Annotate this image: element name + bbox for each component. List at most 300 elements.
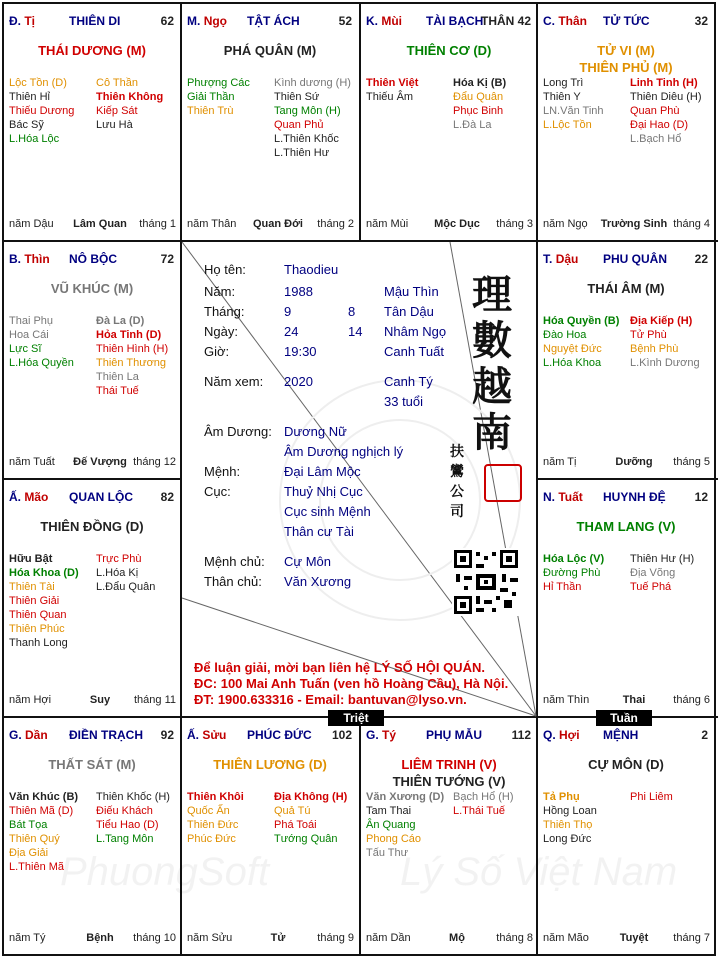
minor-star: Bác Sỹ	[9, 119, 44, 131]
palace-footer	[366, 932, 533, 946]
than-cu: Thân cư Tài	[284, 524, 354, 539]
can-chi	[9, 490, 48, 504]
chi-label: Tị	[24, 14, 36, 28]
minor-stars-left	[9, 314, 74, 370]
can-label: K.	[366, 14, 378, 28]
minor-star: Thiên Khốc (H)	[96, 791, 170, 803]
cuc-note: Cục sinh Mệnh	[284, 504, 371, 519]
minor-star: Thiên Thương	[96, 357, 167, 369]
main-star: THIÊN ĐỒNG (D)	[40, 519, 144, 534]
palace-header	[9, 490, 176, 506]
palace-name: PHỤ MẪU	[426, 728, 482, 742]
minor-star: Thiên Quý	[9, 833, 60, 845]
nam-xem-value: 2020	[284, 374, 313, 389]
palace-mui[interactable]	[361, 4, 537, 240]
chi-label: Ngọ	[203, 14, 228, 28]
minor-stars-left	[9, 552, 79, 650]
palace-name: HUYNH ĐỆ	[603, 490, 666, 504]
main-stars	[182, 42, 358, 59]
main-stars	[4, 280, 180, 297]
palace-year: năm Ngọ	[543, 218, 588, 230]
minor-star: Thiên Không	[96, 91, 164, 103]
minor-stars-right	[96, 76, 163, 132]
minor-stars-right	[630, 790, 673, 804]
minor-stars-right	[96, 552, 155, 594]
minor-star: Thiên Hư (H)	[630, 553, 695, 565]
main-star: THÁI DƯƠNG (M)	[38, 43, 146, 58]
main-star: THIÊN CƠ (D)	[406, 43, 492, 58]
palace-name: TỬ TỨC	[603, 14, 650, 28]
minor-star: Phong Cáo	[366, 833, 422, 845]
can-label: Đ.	[9, 14, 21, 28]
palace-footer	[9, 694, 176, 708]
can-label: N.	[543, 490, 555, 504]
minor-star: Thiên Hình (H)	[96, 343, 169, 355]
main-stars	[4, 518, 180, 535]
minor-star: Kình dương (H)	[274, 77, 351, 89]
am-duong-value: Dương Nữ	[284, 424, 347, 439]
palace-dau[interactable]	[538, 242, 714, 478]
main-star: THẤT SÁT (M)	[48, 757, 136, 772]
palace-footer	[543, 218, 710, 232]
minor-star: Quả Tú	[274, 805, 311, 817]
menh-value: Đại Lâm Mộc	[284, 464, 361, 479]
palace-month: tháng 5	[673, 456, 710, 468]
palace-thin[interactable]	[4, 242, 180, 478]
palace-name: PHU QUÂN	[603, 252, 668, 266]
main-star: CỰ MÔN (D)	[588, 757, 664, 772]
minor-star: L.Thái Tuế	[453, 805, 505, 817]
palace-header	[543, 490, 710, 506]
minor-star: Cô Thần	[96, 77, 138, 89]
minor-star: Hoa Cái	[9, 329, 49, 341]
minor-star: Hỏa Tinh (D)	[96, 329, 162, 341]
palace-month: tháng 3	[496, 218, 533, 230]
palace-phase: Đế Vượng	[73, 456, 127, 468]
minor-star: Lưu Hà	[96, 119, 133, 131]
minor-stars-left	[366, 76, 418, 104]
chi-label: Mão	[24, 490, 49, 504]
palace-phase: Lâm Quan	[73, 218, 127, 230]
minor-star: Quan Phủ	[274, 119, 324, 131]
am-duong-note: Âm Dương nghịch lý	[284, 444, 404, 459]
main-stars	[4, 756, 180, 773]
minor-star: Bệnh Phù	[630, 343, 679, 355]
palace-number: 72	[160, 252, 174, 266]
main-stars	[538, 280, 714, 297]
can-chi	[543, 14, 587, 28]
minor-star: L.Kình Dương	[630, 357, 700, 369]
minor-stars-left	[366, 790, 444, 860]
calligraphy-title: 理 數 越 南	[472, 271, 512, 456]
palace-month: tháng 2	[317, 218, 354, 230]
palace-header	[187, 14, 354, 30]
minor-star: Thiên Giải	[9, 595, 60, 607]
gio-can-chi: Canh Tuất	[384, 344, 444, 359]
minor-star: Giải Thần	[187, 91, 235, 103]
palace-footer	[187, 218, 354, 232]
palace-month: tháng 4	[673, 218, 710, 230]
center-info-panel	[182, 242, 536, 716]
main-star: LIÊM TRINH (V)	[401, 757, 497, 772]
palace-ty[interactable]	[361, 718, 537, 954]
main-stars	[4, 42, 180, 59]
palace-month: tháng 11	[133, 694, 176, 706]
minor-star: Địa Kiếp (H)	[630, 315, 693, 327]
minor-star: Thiên Diêu (H)	[630, 91, 702, 103]
minor-star: L.Đà La	[453, 119, 492, 131]
minor-star: Thiên Đức	[187, 819, 239, 831]
can-chi	[543, 252, 578, 266]
main-star: THIÊN LƯƠNG (D)	[213, 757, 327, 772]
watermark-left: PhuongSoft	[60, 850, 270, 894]
minor-star: Phi Liêm	[630, 791, 673, 803]
minor-star: L.Tang Môn	[96, 833, 154, 845]
minor-star: Lực Sĩ	[9, 343, 42, 355]
palace-header	[9, 14, 176, 30]
palace-header	[9, 252, 176, 268]
can-chi	[366, 728, 396, 742]
minor-stars-left	[543, 76, 604, 132]
ho-ten-value: Thaodieu	[284, 262, 339, 277]
palace-year: năm Mão	[543, 932, 589, 944]
label-thang: Tháng:	[204, 304, 245, 319]
palace-year: năm Dậu	[9, 218, 54, 230]
main-star: THÁI ÂM (M)	[587, 281, 665, 296]
cuc-value: Thuỷ Nhị Cục	[284, 484, 363, 499]
palace-number: 22	[694, 252, 708, 266]
chi-label: Thân	[558, 14, 588, 28]
label-cuc: Cục:	[204, 484, 231, 499]
minor-star: Long Đức	[543, 833, 592, 845]
palace-month: tháng 1	[139, 218, 176, 230]
minor-star: Thiên Tài	[9, 581, 55, 593]
palace-header	[366, 14, 533, 30]
palace-header	[366, 728, 533, 744]
label-nam: Năm:	[204, 284, 236, 299]
palace-name: NÔ BỘC	[69, 252, 117, 266]
minor-star: Tử Phù	[630, 329, 667, 341]
red-seal-stamp	[484, 464, 522, 502]
minor-star: Ân Quang	[366, 819, 416, 831]
palace-number: 82	[160, 490, 174, 504]
palace-month: tháng 12	[133, 456, 176, 468]
tuan-tag: Tuần	[596, 710, 652, 726]
minor-stars-left	[187, 76, 250, 118]
minor-star: Tướng Quân	[274, 833, 338, 845]
chi-label: Mùi	[381, 14, 403, 28]
minor-stars-left	[9, 790, 78, 874]
can-chi	[9, 252, 50, 266]
palace-number: 62	[160, 14, 174, 28]
palace-footer	[543, 694, 710, 708]
chi-label: Thìn	[24, 252, 50, 266]
can-chi	[9, 14, 35, 28]
palace-month: tháng 9	[317, 932, 354, 944]
minor-star: Hóa Khoa (D)	[9, 567, 79, 579]
palace-header	[187, 728, 354, 744]
main-stars	[182, 756, 358, 773]
can-chi	[187, 14, 227, 28]
chi-label: Tuất	[558, 490, 583, 504]
palace-ngo[interactable]	[182, 4, 358, 240]
minor-star: Thiên La	[96, 371, 139, 383]
minor-star: Đại Hao (D)	[630, 119, 689, 131]
palace-name: MỆNH	[603, 728, 639, 742]
minor-star: L.Thiên Khốc	[274, 133, 339, 145]
minor-star: Thiên Phúc	[9, 623, 65, 635]
palace-name: TÀI BẠCH	[426, 14, 484, 28]
palace-month: tháng 6	[673, 694, 710, 706]
palace-phase: Trường Sinh	[600, 218, 668, 230]
thang-am: 8	[348, 304, 356, 319]
ngay-can-chi: Nhâm Ngọ	[384, 324, 447, 339]
palace-name: ĐIỀN TRẠCH	[69, 728, 143, 742]
palace-number: 112	[511, 728, 531, 742]
palace-phase: Dưỡng	[615, 456, 653, 468]
minor-star: Quan Phù	[630, 105, 680, 117]
minor-stars-right	[96, 314, 168, 398]
main-star: PHÁ QUÂN (M)	[223, 43, 317, 58]
chi-label: Dậu	[555, 252, 579, 266]
minor-star: Đường Phù	[543, 567, 601, 579]
palace-footer	[9, 218, 176, 232]
label-ho-ten: Họ tên:	[204, 262, 246, 277]
minor-star: Phục Binh	[453, 105, 504, 117]
minor-star: LN.Văn Tinh	[543, 105, 604, 117]
palace-dan[interactable]	[4, 718, 180, 954]
palace-header	[543, 14, 710, 30]
minor-stars-right	[453, 76, 506, 132]
palace-name: PHÚC ĐỨC	[247, 728, 312, 742]
minor-star: Hóa Quyền (B)	[543, 315, 620, 327]
palace-phase: Mộc Dục	[434, 218, 480, 230]
palace-month: tháng 8	[496, 932, 533, 944]
minor-star: Phượng Các	[187, 77, 250, 89]
minor-star: Phúc Đức	[187, 833, 236, 845]
palace-name: TẬT ÁCH	[247, 14, 300, 28]
minor-star: Quốc Ấn	[187, 805, 230, 817]
palace-hoi[interactable]	[538, 718, 714, 954]
thang-can-chi: Tân Dậu	[384, 304, 434, 319]
can-label: M.	[187, 14, 201, 28]
label-nam-xem: Năm xem:	[204, 374, 264, 389]
main-stars	[538, 518, 714, 535]
minor-stars-left	[543, 552, 604, 594]
can-chi	[187, 728, 226, 742]
palace-footer	[187, 932, 354, 946]
palace-phase: Mộ	[449, 932, 465, 944]
palace-year: năm Sửu	[187, 932, 233, 944]
minor-star: L.Thiên Hư	[274, 147, 330, 159]
label-ngay: Ngày:	[204, 324, 238, 339]
palace-header	[9, 728, 176, 744]
palace-number: 52	[338, 14, 352, 28]
minor-star: Trực Phù	[96, 553, 142, 565]
minor-stars-right	[96, 790, 170, 846]
palace-phase: Bệnh	[86, 932, 114, 944]
minor-star: Thiên Y	[543, 91, 581, 103]
minor-star: L.Hóa Lộc	[9, 133, 60, 145]
watermark-right: Lý Số Việt Nam	[400, 850, 678, 894]
minor-star: Điếu Khách	[96, 805, 153, 817]
palace-number: 12	[694, 490, 708, 504]
calligraphy-side: 扶 鸞 公 司	[450, 444, 464, 520]
minor-stars-right	[630, 314, 700, 370]
minor-stars-left	[543, 790, 597, 846]
main-stars	[538, 756, 714, 773]
palace-header	[543, 728, 710, 744]
minor-star: Thiên Khôi	[187, 791, 244, 803]
can-label: G.	[9, 728, 22, 742]
can-label: Ấ.	[9, 490, 21, 504]
minor-star: Thiên Sứ	[274, 91, 320, 103]
palace-number: THÂN 42	[480, 14, 531, 28]
minor-star: Thiên Mã (D)	[9, 805, 74, 817]
can-chi	[543, 728, 580, 742]
palace-number: 2	[701, 728, 708, 742]
palace-number: 92	[160, 728, 174, 742]
nam-can-chi: Mậu Thìn	[384, 284, 439, 299]
palace-footer	[9, 932, 176, 946]
minor-star: Địa Không (H)	[274, 791, 348, 803]
main-stars	[361, 756, 537, 790]
than-chu-value: Văn Xương	[284, 574, 352, 589]
main-stars	[538, 42, 714, 76]
palace-ti[interactable]	[4, 4, 180, 240]
minor-star: Bát Tọa	[9, 819, 48, 831]
minor-star: L.Thiên Mã	[9, 861, 65, 873]
minor-star: Nguyệt Đức	[543, 343, 602, 355]
palace-phase: Tuyệt	[619, 932, 649, 944]
label-than-chu: Thân chủ:	[204, 574, 262, 589]
minor-star: Địa Giải	[9, 847, 49, 859]
can-chi	[9, 728, 48, 742]
minor-star: Tả Phụ	[543, 791, 580, 803]
minor-star: L.Hóa Quyền	[9, 357, 74, 369]
minor-star: Hỉ Thần	[543, 581, 582, 593]
minor-star: Đào Hoa	[543, 329, 587, 341]
minor-star: Hóa Lộc (V)	[543, 553, 605, 565]
palace-year: năm Mùi	[366, 218, 409, 230]
minor-star: Thiếu Âm	[366, 91, 414, 103]
contact-phone-email[interactable]: ĐT: 1900.633316 - Email: bantuvan@lyso.vn.	[194, 692, 467, 707]
palace-year: năm Tý	[9, 932, 46, 944]
can-label: C.	[543, 14, 555, 28]
minor-star: Thiên Quan	[9, 609, 67, 621]
palace-year: năm Hợi	[9, 694, 52, 706]
minor-star: Tiểu Hao (D)	[96, 819, 159, 831]
palace-mao[interactable]	[4, 480, 180, 716]
triet-tag: Triệt	[328, 710, 384, 726]
palace-name: THIÊN DI	[69, 14, 121, 28]
minor-stars-right	[274, 790, 347, 846]
tuoi-value: 33 tuổi	[384, 394, 424, 409]
ngay-value: 24	[284, 324, 299, 339]
minor-stars-right	[630, 552, 694, 594]
main-star: THAM LANG (V)	[576, 519, 676, 534]
palace-number: 102	[331, 728, 352, 742]
can-label: T.	[543, 252, 553, 266]
palace-name: QUAN LỘC	[69, 490, 133, 504]
chi-label: Hợi	[559, 728, 580, 742]
minor-star: Thiếu Dương	[9, 105, 75, 117]
minor-star: Thai Phụ	[9, 315, 54, 327]
can-label: Ấ.	[187, 728, 199, 742]
palace-phase: Thai	[622, 694, 646, 706]
palace-month: tháng 7	[673, 932, 710, 944]
palace-year: năm Tuất	[9, 456, 55, 468]
minor-star: Thiên Thọ	[543, 819, 593, 831]
minor-star: L.Hóa Khoa	[543, 357, 602, 369]
palace-phase: Suy	[89, 694, 111, 706]
palace-footer	[366, 218, 533, 232]
minor-star: L.Hóa Kị	[96, 567, 139, 579]
gio-value: 19:30	[284, 344, 317, 359]
minor-stars-left	[543, 314, 619, 370]
minor-star: Đẩu Quân	[453, 91, 504, 103]
minor-star: L.Bạch Hổ	[630, 133, 682, 145]
minor-star: Tuế Phá	[630, 581, 672, 593]
minor-star: Lộc Tồn (D)	[9, 77, 67, 89]
main-star: TỬ VI (M)	[597, 43, 655, 58]
palace-footer	[543, 456, 710, 470]
chi-label: Tý	[382, 728, 397, 742]
main-stars	[361, 42, 537, 59]
menh-chu-value: Cự Môn	[284, 554, 331, 569]
minor-star: Thiên Trù	[187, 105, 234, 117]
can-label: G.	[366, 728, 379, 742]
main-star: THIÊN PHỦ (M)	[579, 60, 673, 75]
can-label: B.	[9, 252, 21, 266]
minor-star: Phá Toái	[274, 819, 317, 831]
can-label: Q.	[543, 728, 556, 742]
minor-star: Văn Xương (D)	[366, 791, 445, 803]
chi-label: Dần	[25, 728, 48, 742]
palace-phase: Quan Đới	[253, 218, 303, 230]
palace-year: năm Thìn	[543, 694, 590, 706]
minor-star: Bạch Hổ (H)	[453, 791, 514, 803]
minor-star: L.Lộc Tồn	[543, 119, 592, 131]
ngay-am: 14	[348, 324, 363, 339]
minor-star: Địa Võng	[630, 567, 676, 579]
main-star: VŨ KHÚC (M)	[50, 281, 134, 296]
minor-star: Văn Khúc (B)	[9, 791, 79, 803]
qr-code-icon[interactable]	[452, 548, 520, 616]
palace-header	[543, 252, 710, 268]
minor-star: Tấu Thư	[366, 847, 409, 859]
can-chi	[543, 490, 583, 504]
minor-stars-right	[453, 790, 514, 818]
chi-label: Sửu	[202, 728, 227, 742]
contact-address: ĐC: 100 Mai Anh Tuấn (ven hồ Hoàng Cầu), Hà Nội.	[194, 676, 509, 691]
label-am-duong: Âm Dương:	[204, 424, 272, 439]
minor-star: Thanh Long	[9, 637, 68, 649]
palace-suu[interactable]	[182, 718, 358, 954]
label-menh-chu: Mệnh chủ:	[204, 554, 265, 569]
minor-star: Thái Tuế	[96, 385, 139, 397]
minor-stars-left	[187, 790, 244, 846]
minor-star: Long Trì	[543, 77, 584, 89]
palace-tuat[interactable]	[538, 480, 714, 716]
nam-value: 1988	[284, 284, 313, 299]
minor-star: Kiếp Sát	[96, 105, 138, 117]
thang-value: 9	[284, 304, 292, 319]
palace-than[interactable]	[538, 4, 714, 240]
minor-star: Hóa Kị (B)	[453, 77, 507, 89]
label-gio: Giờ:	[204, 344, 230, 359]
minor-stars-right	[630, 76, 702, 146]
